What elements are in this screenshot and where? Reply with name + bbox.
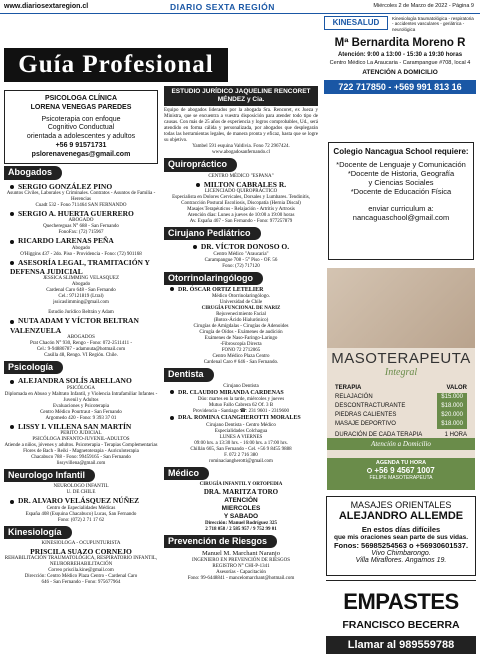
clinica-l4: Cognitivo Conductual xyxy=(47,124,115,132)
dentista-2-hours: LUNES A VIERNES xyxy=(219,434,263,440)
otorrino-name: DR. ÓSCAR ORTIZ LETELIER xyxy=(164,287,318,295)
dentista-1-name: DR. CLAUDIO MIRANDA CARDENAS xyxy=(164,390,318,398)
masot-agenda: AGENDA TU HORA xyxy=(375,460,427,466)
prevencion-reg: REGISTRO N° CHI-P-1341 xyxy=(212,564,270,570)
nancagua-i4: *Docente de Educación Física xyxy=(350,187,452,196)
otorrino-s7: -Fibroscopía Directa xyxy=(220,342,262,348)
quiro-center: CENTRO MÉDICO "ESPANA" xyxy=(208,173,274,179)
section-dentista: Dentista xyxy=(164,368,214,381)
masot-r4: MASAJE DEPORTIVO xyxy=(335,421,396,427)
dentista-2-name: DRA. ROMINA CIANGHEROTTI MORALES xyxy=(164,415,318,423)
issue-date: Miércoles 2 de Marzo de 2022 - Página 9 xyxy=(373,3,474,9)
otorrino-s1: CIRUGÍA FUNCIONAL DE NARIZ xyxy=(201,306,281,312)
neuro-place: Centro de Especialidades Médicas xyxy=(46,505,116,511)
header-rule xyxy=(0,13,480,14)
medico-phone: 2 718 058 / 2 585 957 / 9 752 99 01 xyxy=(205,526,277,532)
orientales-l2: que mis oraciones sean parte de sus vidas. xyxy=(333,534,469,541)
medico-addr: Dirección: Manuel Rodríguez 325 xyxy=(205,520,277,526)
clinica-box xyxy=(4,90,158,164)
abogado-1-detail: Asuntos Civiles, Laborales y Criminales. Contratos - Asuntos de Familia - Herencias xyxy=(6,190,156,202)
cirujano-name: DR. VÍCTOR DONOSO O. xyxy=(164,242,318,251)
psicologo-2-sub: PSICÓLOGA INFANTO-JUVENIL-ADULTOS xyxy=(32,437,130,443)
otorrino-uni: Universidad de Chile xyxy=(219,300,263,306)
prevencion-s1: Asesorías - Capacitación xyxy=(216,570,266,576)
psicologo-2-detail: Atiende a niños, jóvenes y adultos. Psicoterapia - Terapias Complementarias xyxy=(4,443,158,449)
left-column xyxy=(4,90,158,586)
nancagua-title: Colegio Nancagua School requiere: xyxy=(333,147,469,156)
kine-mail[interactable]: Correo priscila.kine@gmail.com xyxy=(48,568,114,574)
masot-r2: DESCONTRACTURANTE xyxy=(335,403,406,409)
kine-addr: Dirección: Centro Médico Plaza Centro - Cardenal Caro xyxy=(24,574,138,580)
abogado-1-name: SERGIO GONZÁLEZ PINO xyxy=(4,182,158,191)
cirujano-place: Centro Médico "Araucaria" xyxy=(213,251,269,257)
newspaper-title: DIARIO SEXTA REGIÓN xyxy=(170,2,275,12)
kinesalud-addr: Centro Médico La Araucaria - Carampangue #708, local 4 xyxy=(329,60,471,67)
dentista-1-phone: Providencia - Santiago ☎: 231 9601 - 2319600 xyxy=(192,409,290,414)
kinesalud-home: ATENCIÓN A DOMICILIO xyxy=(362,69,438,77)
clinica-l5: orientada a adolescentes y adultos xyxy=(26,133,136,140)
abogado-2-phone: FonoFax: (72) 715967 xyxy=(58,230,104,236)
otorrino-s2: Rejuvenecimiento Facial xyxy=(216,312,266,318)
abogado-4-sub: JESSICA SLIMMING VELASQUEZ xyxy=(42,276,120,282)
kine-addr2: 646 - San Fernando - Fono: 975677964 xyxy=(41,580,121,586)
guide-title: Guía Profesional xyxy=(4,48,228,82)
masot-col2: VALOR xyxy=(446,385,467,391)
abogado-2-addr: Quechereguas N° 688 - San Fernando xyxy=(43,224,119,230)
masot-sub: Integral xyxy=(384,367,418,378)
psicologo-1-addr2: Argomedo 420 - Fono: 9 393 37 01 xyxy=(45,415,117,421)
abogado-4-addr: Cardenal Caro 648 - San Fernando xyxy=(46,288,116,294)
section-psicologia: Psicología xyxy=(4,361,63,374)
psicologo-1-extra: Evaluaciones y Psicoterapia xyxy=(52,403,110,409)
kinesalud-logo: KINESALUD xyxy=(324,16,388,30)
psicologo-1-addr: Centro Médico Pourtraut - San Fernando xyxy=(40,409,122,415)
abogado-4-name: ASESORÍA LEGAL, TRAMITACIÓN Y DEFENSA JUDICIAL xyxy=(10,257,150,276)
clinica-l3: Psicoterapia con enfoque xyxy=(41,115,121,123)
otorrino-s3: (Botox-Ácido Hialurónico) xyxy=(213,318,269,324)
section-otorrino: Otorrinolaringólogo xyxy=(164,272,263,285)
neuro-phone: Fono: (072) 2 71 17 62 xyxy=(57,517,105,523)
quiro-addr: Av. España 467 - San Fernando - Fono: 977257879 xyxy=(189,218,293,224)
psicologo-2-name: LISSY I. VILLENA SAN MARTÍN xyxy=(4,422,158,431)
dentista-1-addr: Mutuo Fallo Cabrera 62 Of. 3 B xyxy=(208,403,274,408)
abogado-3-addr: O'Higgins 437 - 2do. Piso - Providencia - Fono: (72) 901168 xyxy=(20,251,142,257)
abogado-3-role: Abogado xyxy=(71,245,91,251)
kine-name: PRISCILA SUAZO CORNEJO xyxy=(30,547,132,556)
quiro-name: MILTON CABRALES R. xyxy=(164,180,318,189)
nancagua-ad xyxy=(328,142,474,260)
otorrino-addr: Cardenal Caro # 646 - San Fernando. xyxy=(203,360,279,366)
masot-r3: PIEDRAS CALIENTES xyxy=(335,412,397,418)
medico-role: CIRUGÍA INFANTIL Y ORTOPEDIA xyxy=(199,481,283,487)
prevencion-role: INGENIERO EN PREVENCIÓN DE RIESGOS xyxy=(191,558,291,564)
section-medico: Médico xyxy=(164,467,209,480)
juridico-body: Equipo de abogados liderados por la abogada Sra. Rencoret, ex Jueza y Ministra, que se encuentra a vuestra disposición para atender todo tipo de causas. Con más de 25 años de experiencia y logros comprobables, Ud., será atendido en forma cálida y personalizada, por abogados que desplegarán todas las herramientas legales, de manera pronta y eficaz, hasta que se logre su objetivo. xyxy=(164,108,318,144)
cirujano-addr: Carampangue 708 - 5° Piso - OF. 56 xyxy=(204,257,278,263)
abogado-4-mail[interactable]: jssicaslimming@gmail.com xyxy=(53,300,109,306)
orientales-l5: Villa Miraflores. Angamos 19. xyxy=(355,557,447,564)
clinica-title: PSICOLOGA CLÍNICA xyxy=(44,95,118,102)
masot-dur: DURACIÓN DE CADA TERAPIA xyxy=(335,432,423,438)
abogado-5-city: Casilla 48, Rengo. VI Región. Chile. xyxy=(44,353,118,359)
dentista-1-hours: Dúo: martes en la tarde, miércoles y jueves xyxy=(197,397,285,402)
masot-col1: TERAPIA xyxy=(335,385,362,391)
neuro-name: DR. ALVARO VELÁSQUEZ NÚÑEZ xyxy=(4,496,158,505)
section-prevencion: Prevención de Riesgos xyxy=(164,535,277,548)
medico-att1: ATENCIÓN xyxy=(224,496,258,504)
masot-home: Atención a Domicilio xyxy=(327,438,475,450)
empastes-ad xyxy=(326,580,476,664)
masot-r4v: $18.000 xyxy=(437,420,467,429)
quiro-detail2: Masajes Terapéuticos - Relajación - Artritis y Artrosis xyxy=(187,206,295,212)
otorrino-role: Médico Otorrinolaringólogo. xyxy=(211,294,271,300)
section-quiropractico: Quiropráctico xyxy=(164,158,237,171)
dentista-2-phone: F. 072 2 716 380 xyxy=(224,452,258,458)
orientales-title: MASAJES ORIENTALES xyxy=(350,500,452,510)
quiro-hours: Atención días: Lunes a jueves de 10:00 a 19:00 horas xyxy=(187,212,295,218)
section-kinesiologia: Kinesiología xyxy=(4,526,72,539)
kinesalud-tag: Kinesiología traumatológica - respiratoria - accidentes vasculares - geriátrica - neurológica xyxy=(392,16,474,32)
masot-fb[interactable]: FELIPE MASOTERAPEUTA xyxy=(369,475,433,481)
neuro-uni: U. DE CHILE xyxy=(66,490,96,496)
abogado-2-name: SERGIO A. HUERTA GUERRERO xyxy=(4,209,158,218)
dentista-2-role: Cirujano Dentista - Centro Médico xyxy=(206,422,276,428)
masot-title: MASOTERAPEUTA xyxy=(331,350,471,367)
middle-column xyxy=(164,86,318,582)
orientales-name: ALEJANDRO ALLEMDE xyxy=(338,510,464,522)
masot-dur-v: 1 HORA xyxy=(444,432,467,438)
masot-r3v: $20.000 xyxy=(437,411,467,420)
psicologo-2-phone: Chacabuco 788 - Fono: 99459165 - San Fernando xyxy=(31,455,131,461)
kinesalud-hours: Atención: 9:00 a 13:00 - 15:30 a 19:30 horas xyxy=(337,52,463,59)
dentista-2-hours2: 09:00 hrs. a 13:30 hrs. - 16:00 hrs. a 17:00 hrs. xyxy=(194,440,288,446)
masoterapeuta-ad xyxy=(327,268,475,458)
massage-photo xyxy=(327,268,475,348)
psicologo-1-name: ALEJANDRA SOLÍS ARELLANO xyxy=(4,376,158,385)
psicologo-2-detail2: Flores de Bach - Reiki - Magnetoterapia - Auriculoterapia xyxy=(23,449,139,455)
nancagua-i1: *Docente de Lenguaje y Comunicación xyxy=(336,160,466,169)
abogado-5-phone: Cel.: 9-94886787 - adamnuta@hotmail.com xyxy=(36,347,126,353)
otorrino-phone: FONO 72 2712065 xyxy=(221,348,261,354)
nancagua-i3: y Ciencias Sociales xyxy=(368,178,434,187)
medico-name: DRA. MARITZA TORO xyxy=(203,487,279,496)
dentista-top: Cirujano Dentista xyxy=(223,383,259,389)
section-cirujano: Cirujano Pediátrico xyxy=(164,227,261,240)
prevencion-phone: Fono: 99-6448841 - mancelomarchant@hotmail.com xyxy=(187,576,295,582)
abogado-3-name: RICARDO LARENAS PEÑA xyxy=(4,236,158,245)
abogado-5-name: NUTA ADAM Y VÍCTOR BELTRAN VALENZUELA xyxy=(10,316,139,335)
masot-price-list xyxy=(335,384,467,440)
otorrino-s5: Cirugía de Oídos - Exámenes de audición xyxy=(199,330,283,336)
nancagua-mail[interactable]: nancaguaschool@gmail.com xyxy=(352,213,450,222)
empastes-name: FRANCISCO BECERRA xyxy=(342,619,460,631)
abogado-5-addr: Prat Chacón N° 930, Rengo - Fono: 072-2511411 - xyxy=(29,341,133,347)
page-header xyxy=(0,0,480,14)
quiro-role: LICENCIADO QUIROPRÁCTICO xyxy=(204,188,278,194)
abogado-4-role: Abogado xyxy=(71,282,91,288)
empastes-title: EMPASTES xyxy=(343,589,459,614)
dentista-2-sub: Especialidades Colchagua xyxy=(214,428,268,434)
nancagua-cv: enviar curriculum a: xyxy=(368,204,434,213)
section-abogados: Abogados xyxy=(4,166,62,179)
dentista-2-addr: Chillán 665, San Fernando - Cel. +56 9 8455 9888 xyxy=(190,446,292,452)
otorrino-s4: Cirugías de Amígdalas - Cirugías de Adenoides xyxy=(193,324,289,330)
masot-r1v: $15.000 xyxy=(437,393,467,402)
orientales-l1: En estos días difíciles xyxy=(361,525,441,534)
empastes-phone[interactable]: Llamar al 989559788 xyxy=(326,636,476,654)
prevencion-name: Manuel M. Marchant Naranjo xyxy=(202,550,280,558)
masot-r2v: $18.000 xyxy=(437,402,467,411)
juridico-web[interactable]: www.abogadosanfernando.cl xyxy=(212,150,270,156)
masot-phone[interactable]: +56 9 4567 1007 xyxy=(327,466,475,475)
psicologo-1-detail: Diplomada en Abuso y Maltrato Infantil, y Violencia Intrafamiliar Infantes - Juvenil y Adultos xyxy=(4,391,158,403)
medico-att3: Y SABADO xyxy=(223,512,259,520)
whatsapp-icon xyxy=(367,468,372,473)
quiro-detail: Especialista en Dolores Cervicales, Dorsales y Lumbares. Tendinitis, Contracción Postural Escoliosis, Discopatía (Hernia Discal) xyxy=(172,194,310,206)
abogado-5-top: Estudio Jurídico Beltrán y Adam xyxy=(48,310,114,316)
kine-detail: REHABILITACIÓN TRAUMATOLÓGICA, RESPIRATORIO INFANTIL, NEURORREHABILITACIÓN xyxy=(4,556,158,568)
otorrino-place: Centro Médico Plaza Centro xyxy=(212,354,270,360)
orientales-ad xyxy=(326,496,476,576)
clinica-email[interactable]: pslorenavenegas@gmail.com xyxy=(31,150,131,158)
site-url[interactable]: www.diariosextaregion.cl xyxy=(4,3,89,10)
cirujano-phone: Fono: (72) 717120 xyxy=(222,263,260,269)
juridico-phone: Yambel 591 esquina Valdivia. Fono 72 2967424. xyxy=(192,144,290,150)
abogado-5-role: ABOGADOS xyxy=(67,335,95,341)
kinesalud-name: Mª Bernardita Moreno R xyxy=(334,37,466,50)
section-neurologo: Neurologo Infantil xyxy=(4,469,95,482)
kinesalud-phone[interactable]: 722 717850 - +569 991 813 16 xyxy=(324,80,476,94)
masot-r1: RELAJACIÓN xyxy=(335,394,373,400)
masot-contact xyxy=(327,458,475,490)
psicologo-2-mail[interactable]: lissyvillena@gmail.com xyxy=(56,461,106,467)
neuro-addr: España 408 (Esquina Chacabuco) Lucas, San Fernando xyxy=(25,511,137,517)
psicologo-2-role: PERITO JUDICIAL xyxy=(60,431,102,437)
kine-line1: KINESIOLOGA - OCUPUNTURISTA xyxy=(41,541,121,546)
clinica-name: LORENA VENEGAS PAREDES xyxy=(30,103,132,111)
orientales-l4: Vivo Chimbarongo. xyxy=(371,550,431,557)
dentista-2-mail[interactable]: rominaciangherotti@gmail.com xyxy=(209,458,273,464)
abogado-2-role: ABOGADO xyxy=(68,218,94,224)
abogado-1-contact: Cuadt 532 - Fono 711464 SAN FERNANDO xyxy=(35,202,127,208)
medico-att2: MIERCOLES xyxy=(221,504,261,512)
clinica-phone[interactable]: +56 9 91571731 xyxy=(55,141,107,149)
neuro-role: NEUROLOGO INFANTIL xyxy=(53,484,109,490)
juridico-title: ESTUDIO JURÍDICO JAQUELINE RENCORET MÉNDEZ y Cia. xyxy=(164,86,318,106)
abogado-4-phone: Cel.: 97121819 (Ltral) xyxy=(58,294,104,300)
nancagua-i2: *Docente de Historia, Geografía xyxy=(347,169,455,178)
psicologo-1-role: PSICÓLOGA xyxy=(66,385,96,391)
otorrino-s6: Exámenes de Naso-Faringo-Laringo xyxy=(204,336,278,342)
kinesalud-ad xyxy=(324,16,476,136)
orientales-phones[interactable]: Fonos: 56985254563 o +56930601537. xyxy=(333,541,469,550)
